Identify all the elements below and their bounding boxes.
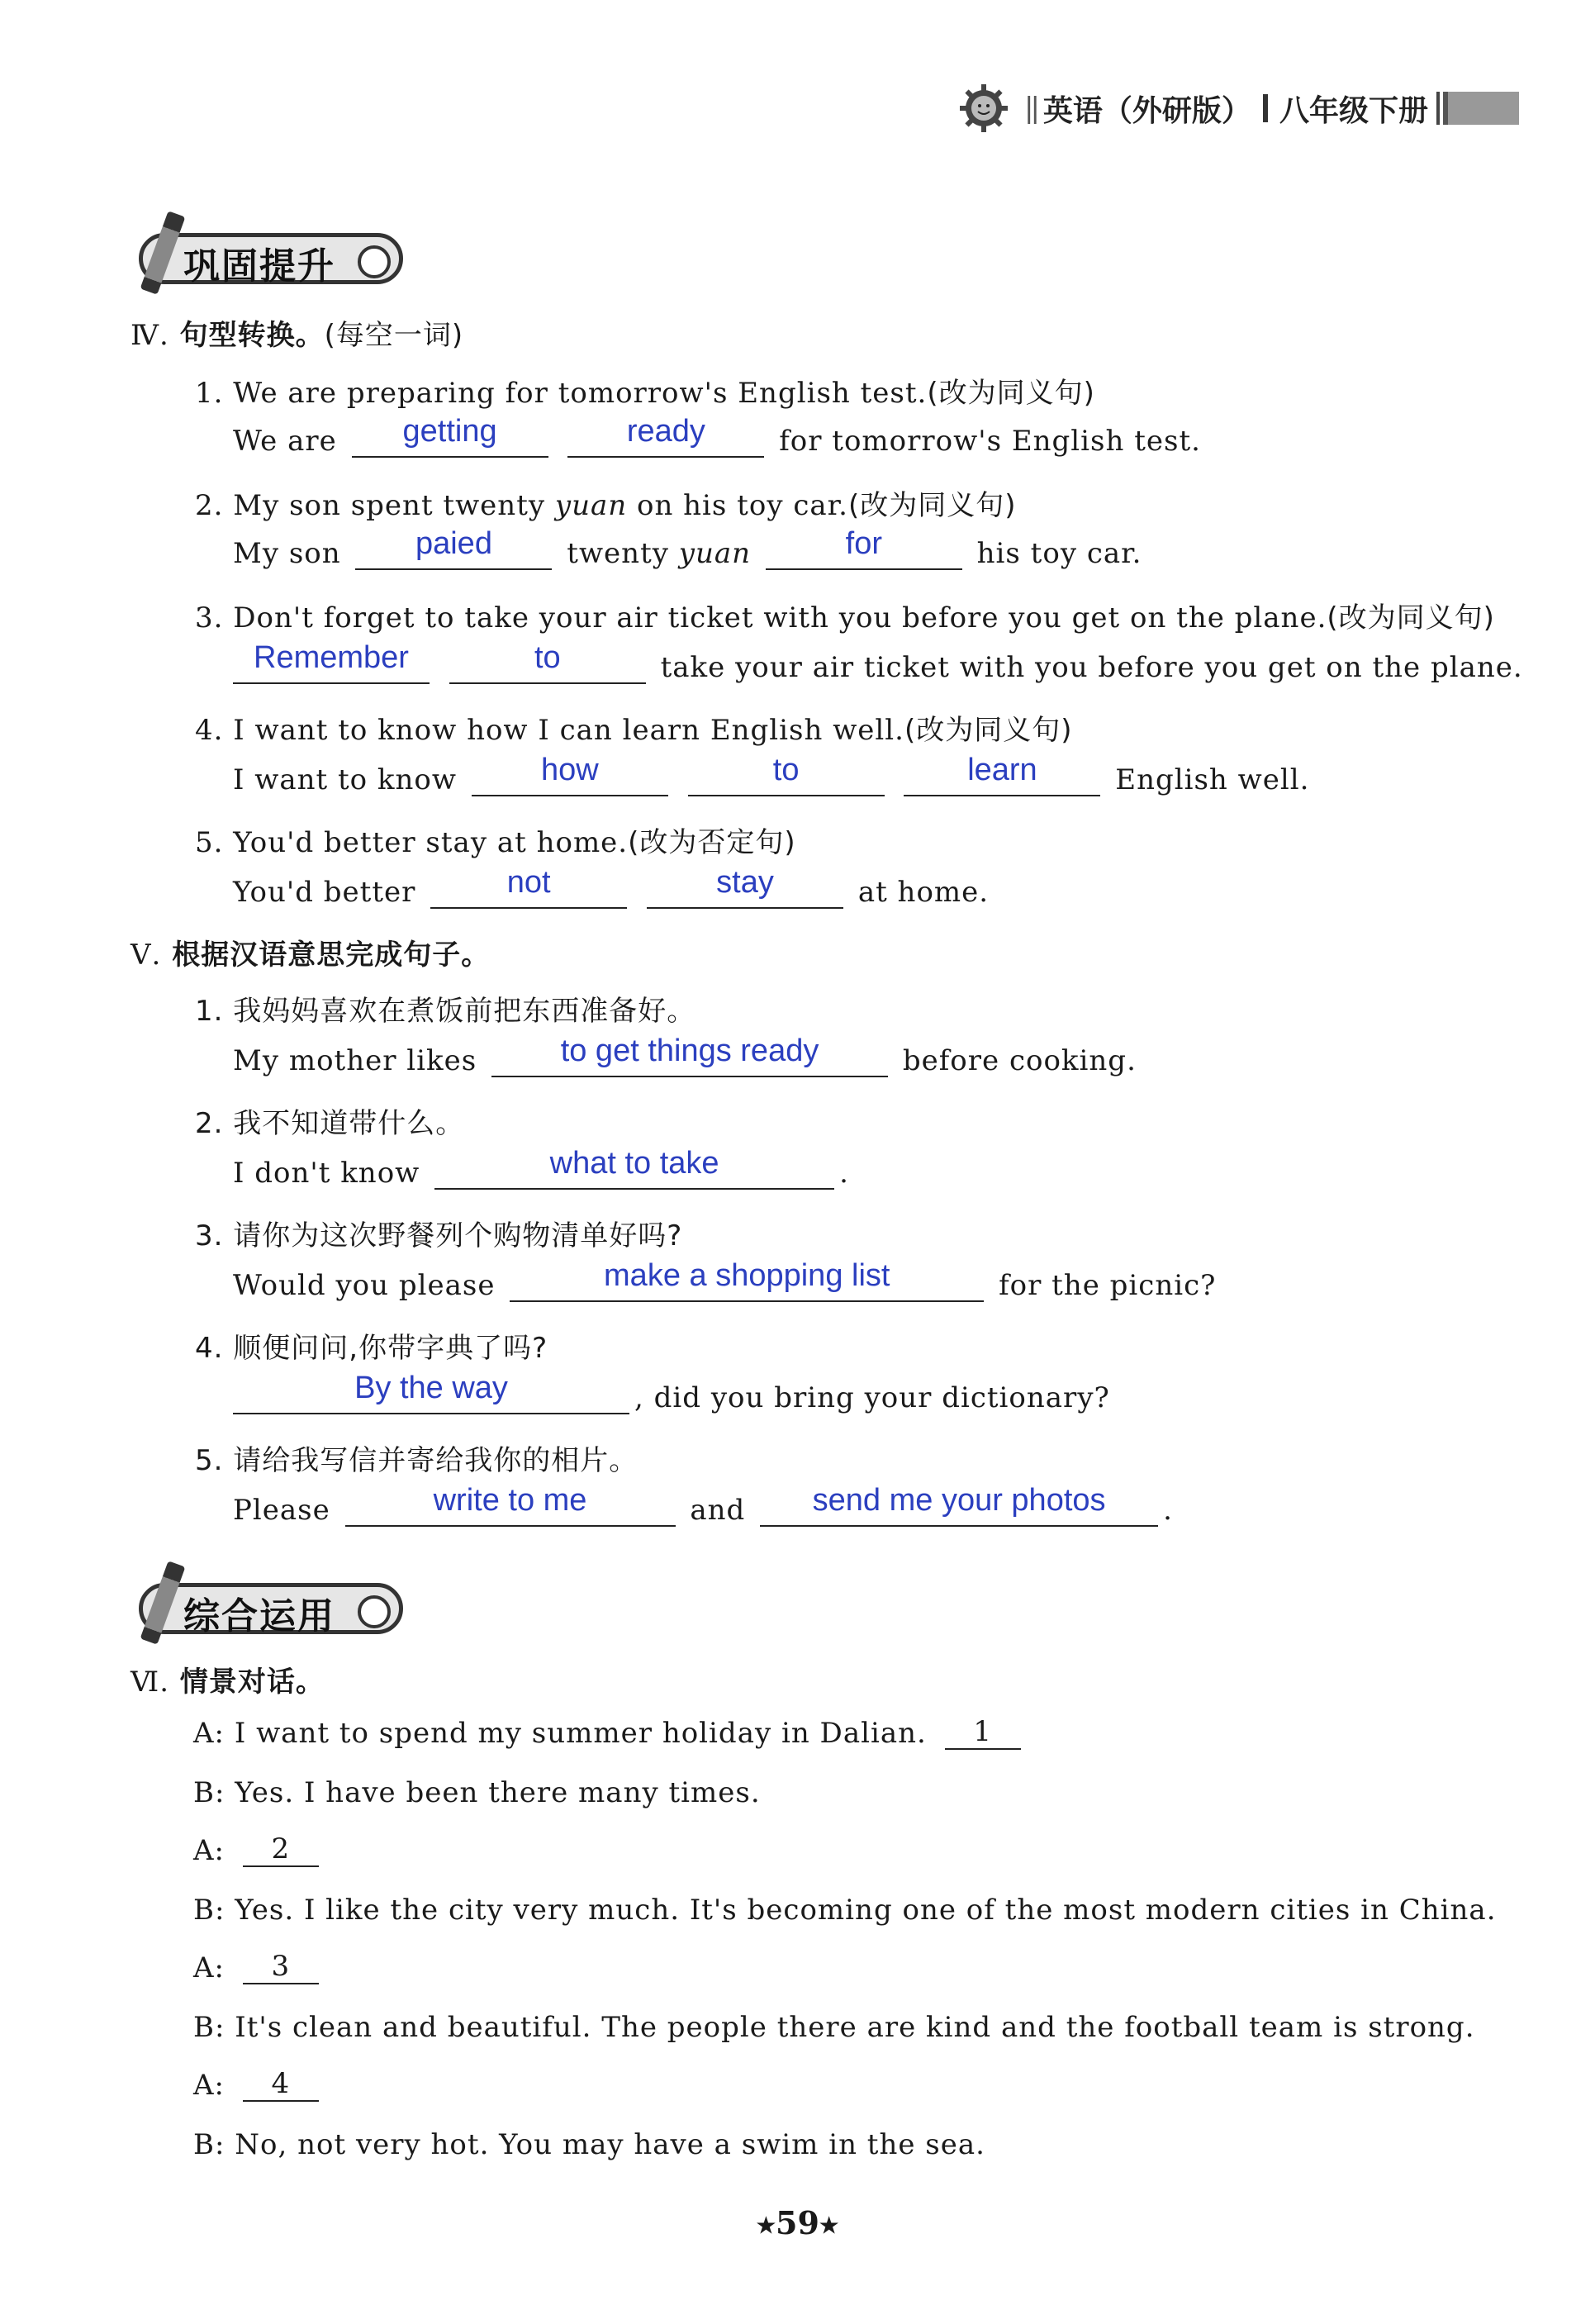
dialog-text: No, not very hot. You may have a swim in the sea.	[235, 2128, 985, 2161]
blank-number: 2	[271, 1832, 291, 1865]
item-number: 2.	[195, 1107, 224, 1140]
part4-q3	[195, 595, 1495, 635]
answer-prefix: You'd better	[233, 876, 416, 909]
answer-middle: and	[690, 1494, 746, 1527]
answer-blank[interactable]	[904, 753, 1100, 796]
speaker-label: A:	[193, 1834, 225, 1867]
page-header	[958, 79, 1519, 137]
header-separator	[1263, 94, 1268, 122]
question-text: We are preparing for tomorrow's English test.	[233, 377, 928, 410]
dialog-text: It's clean and beautiful. The people there are kind and the football team is strong.	[235, 2011, 1475, 2044]
dialog-line	[193, 1951, 319, 1984]
part4-a2	[233, 526, 1142, 570]
answer-suffix: for tomorrow's English test.	[779, 425, 1201, 458]
answer-suffix: , did you bring your dictionary?	[634, 1381, 1110, 1414]
instruction-note: (改为同义句)	[927, 377, 1095, 410]
part5-q2	[195, 1100, 464, 1141]
instruction-note: (改为同义句)	[1327, 601, 1495, 634]
gear-smiley-icon	[958, 83, 1009, 134]
handwritten-answer: send me your photos	[812, 1483, 1106, 1518]
answer-suffix: his toy car.	[976, 537, 1142, 570]
chinese-prompt: 我不知道带什么。	[233, 1107, 465, 1140]
handwritten-answer: Remember	[254, 640, 409, 675]
header-bars: ||	[1024, 92, 1037, 125]
chinese-prompt: 请给我写信并寄给我你的相片。	[233, 1444, 638, 1477]
part6-heading	[131, 1659, 325, 1699]
dialog-line	[193, 1834, 319, 1867]
blank-number: 4	[271, 2067, 291, 2100]
question-text: I want to know how I can learn English well.	[233, 714, 904, 747]
part5-a5	[233, 1483, 1173, 1527]
answer-blank[interactable]	[434, 1146, 834, 1190]
answer-blank[interactable]	[345, 1483, 676, 1527]
part5-q5	[195, 1438, 638, 1478]
numbered-blank[interactable]	[945, 1717, 1021, 1750]
blank-number: 3	[271, 1950, 291, 1983]
handwritten-answer: getting	[402, 414, 497, 449]
handwritten-answer: what to take	[549, 1146, 719, 1181]
answer-suffix: take your air ticket with you before you get on the plane.	[660, 651, 1523, 684]
item-number: 5.	[195, 1444, 224, 1477]
answer-blank[interactable]	[472, 753, 668, 796]
answer-suffix: for the picnic?	[999, 1269, 1217, 1302]
handwritten-answer: paied	[415, 526, 492, 561]
page-number-value: 59	[776, 2204, 819, 2241]
part4-heading	[131, 312, 463, 353]
item-number: 3.	[195, 601, 224, 634]
answer-suffix: before cooking.	[902, 1044, 1137, 1077]
answer-blank[interactable]	[352, 414, 548, 458]
part4-a5	[233, 865, 990, 909]
page-number	[0, 2204, 1595, 2241]
part4-q2	[195, 482, 1017, 523]
part4-q5	[195, 820, 796, 860]
dialog-text: I want to spend my summer holiday in Dalian.	[234, 1717, 927, 1750]
answer-prefix: I don't know	[233, 1157, 420, 1190]
handwritten-answer: learn	[967, 753, 1037, 787]
dialog-line	[193, 2128, 985, 2161]
part4-a3	[228, 640, 1523, 684]
speaker-label: A:	[193, 1717, 225, 1750]
header-grade: 八年级下册	[1279, 93, 1428, 128]
part4-hint: (每空一词)	[324, 319, 464, 352]
answer-prefix: We are	[233, 425, 337, 458]
answer-blank[interactable]	[688, 753, 885, 796]
chinese-prompt: 顺便问问,你带字典了吗?	[233, 1332, 548, 1365]
part4-number: Ⅳ.	[131, 319, 169, 352]
banner-title: 综合运用	[183, 1595, 335, 1637]
speaker-label: B:	[193, 2128, 225, 2161]
instruction-note: (改为同义句)	[847, 489, 1017, 522]
star-icon: ★	[756, 2213, 776, 2239]
part5-a1	[233, 1034, 1137, 1077]
dialog-line	[193, 2069, 319, 2102]
numbered-blank[interactable]	[243, 2069, 319, 2102]
handwritten-answer: By the way	[354, 1371, 508, 1405]
answer-prefix: I want to know	[233, 763, 457, 796]
header-title: 英语（外研版）	[1042, 93, 1251, 128]
answer-blank[interactable]	[430, 865, 627, 909]
answer-blank[interactable]	[233, 1371, 629, 1414]
speaker-label: B:	[193, 1776, 225, 1809]
instruction-note: (改为同义句)	[904, 714, 1073, 747]
item-number: 1.	[195, 995, 224, 1028]
answer-suffix: .	[839, 1157, 849, 1190]
part5-a4	[228, 1371, 1110, 1414]
answer-blank[interactable]	[355, 526, 552, 570]
handwritten-answer: write to me	[433, 1483, 587, 1518]
item-number: 4.	[195, 714, 224, 747]
part4-q1	[195, 370, 1095, 411]
question-text: You'd better stay at home.	[233, 826, 629, 859]
section-banner-comprehensive	[124, 1570, 438, 1644]
answer-suffix: .	[1163, 1494, 1173, 1527]
answer-middle: twenty	[567, 537, 669, 570]
answer-blank[interactable]	[567, 414, 764, 458]
part6-number: Ⅵ.	[131, 1666, 170, 1699]
question-text: My son spent twenty	[233, 489, 546, 522]
dialog-line	[193, 1894, 1497, 1927]
part5-q1	[195, 988, 695, 1029]
answer-prefix: Would you please	[233, 1269, 496, 1302]
item-number: 1.	[195, 377, 224, 410]
section-banner-consolidate	[124, 220, 438, 294]
answer-blank[interactable]	[233, 640, 430, 684]
handwritten-answer: for	[845, 526, 883, 561]
item-number: 3.	[195, 1219, 224, 1252]
part5-q4	[195, 1325, 548, 1366]
dialog-line	[193, 2011, 1475, 2044]
part5-number: Ⅴ.	[131, 939, 162, 972]
part5-a2	[233, 1146, 849, 1190]
banner-title: 巩固提升	[183, 245, 335, 288]
answer-blank[interactable]	[491, 1034, 888, 1077]
part5-heading	[131, 932, 490, 972]
chinese-prompt: 我妈妈喜欢在煮饭前把东西准备好。	[233, 995, 696, 1028]
handwritten-answer: make a shopping list	[604, 1258, 890, 1293]
answer-blank[interactable]	[510, 1258, 984, 1302]
speaker-label: B:	[193, 1894, 225, 1927]
answer-blank[interactable]	[766, 526, 962, 570]
item-number: 5.	[195, 826, 224, 859]
numbered-blank[interactable]	[243, 1834, 319, 1867]
part4-a1	[233, 414, 1201, 458]
question-text: Don't forget to take your air ticket with you before you get on the plane.	[233, 601, 1327, 634]
handwritten-answer: to get things ready	[560, 1034, 819, 1068]
speaker-label: A:	[193, 1951, 225, 1984]
answer-italic: yuan	[678, 537, 752, 570]
instruction-note: (改为否定句)	[628, 826, 796, 859]
handwritten-answer: not	[506, 865, 551, 900]
item-number: 2.	[195, 489, 224, 522]
dialog-line	[193, 1717, 1021, 1750]
part5-q3	[195, 1213, 682, 1253]
numbered-blank[interactable]	[243, 1951, 319, 1984]
question-text: on his toy car.	[636, 489, 848, 522]
dialog-line	[193, 1776, 761, 1809]
answer-blank[interactable]	[760, 1483, 1158, 1527]
answer-blank[interactable]	[449, 640, 646, 684]
question-italic: yuan	[554, 489, 628, 522]
item-number: 4.	[195, 1332, 224, 1365]
part4-title: 句型转换。	[179, 319, 325, 352]
answer-suffix: English well.	[1115, 763, 1310, 796]
speaker-label: B:	[193, 2011, 225, 2044]
handwritten-answer: to	[772, 753, 800, 787]
speaker-label: A:	[193, 2069, 225, 2102]
part5-title: 根据汉语意思完成句子。	[172, 939, 491, 972]
answer-blank[interactable]	[647, 865, 843, 909]
handwritten-answer: stay	[716, 865, 774, 900]
part5-a3	[233, 1258, 1217, 1302]
star-icon: ★	[819, 2213, 839, 2239]
part4-q4	[195, 707, 1073, 748]
chinese-prompt: 请你为这次野餐列个购物清单好吗?	[233, 1219, 683, 1252]
handwritten-answer: to	[534, 640, 561, 675]
answer-prefix: My mother likes	[233, 1044, 477, 1077]
answer-prefix: Please	[233, 1494, 330, 1527]
part4-a4	[233, 753, 1310, 796]
answer-suffix: at home.	[857, 876, 990, 909]
answer-prefix: My son	[233, 537, 341, 570]
handwritten-answer: ready	[626, 414, 705, 449]
part6-title: 情景对话。	[179, 1666, 325, 1699]
dialog-text: Yes. I like the city very much. It's becoming one of the most modern cities in China.	[235, 1894, 1497, 1927]
blank-number: 1	[973, 1715, 992, 1748]
header-decoration	[1436, 92, 1519, 125]
handwritten-answer: how	[540, 753, 599, 787]
dialog-text: Yes. I have been there many times.	[235, 1776, 761, 1809]
